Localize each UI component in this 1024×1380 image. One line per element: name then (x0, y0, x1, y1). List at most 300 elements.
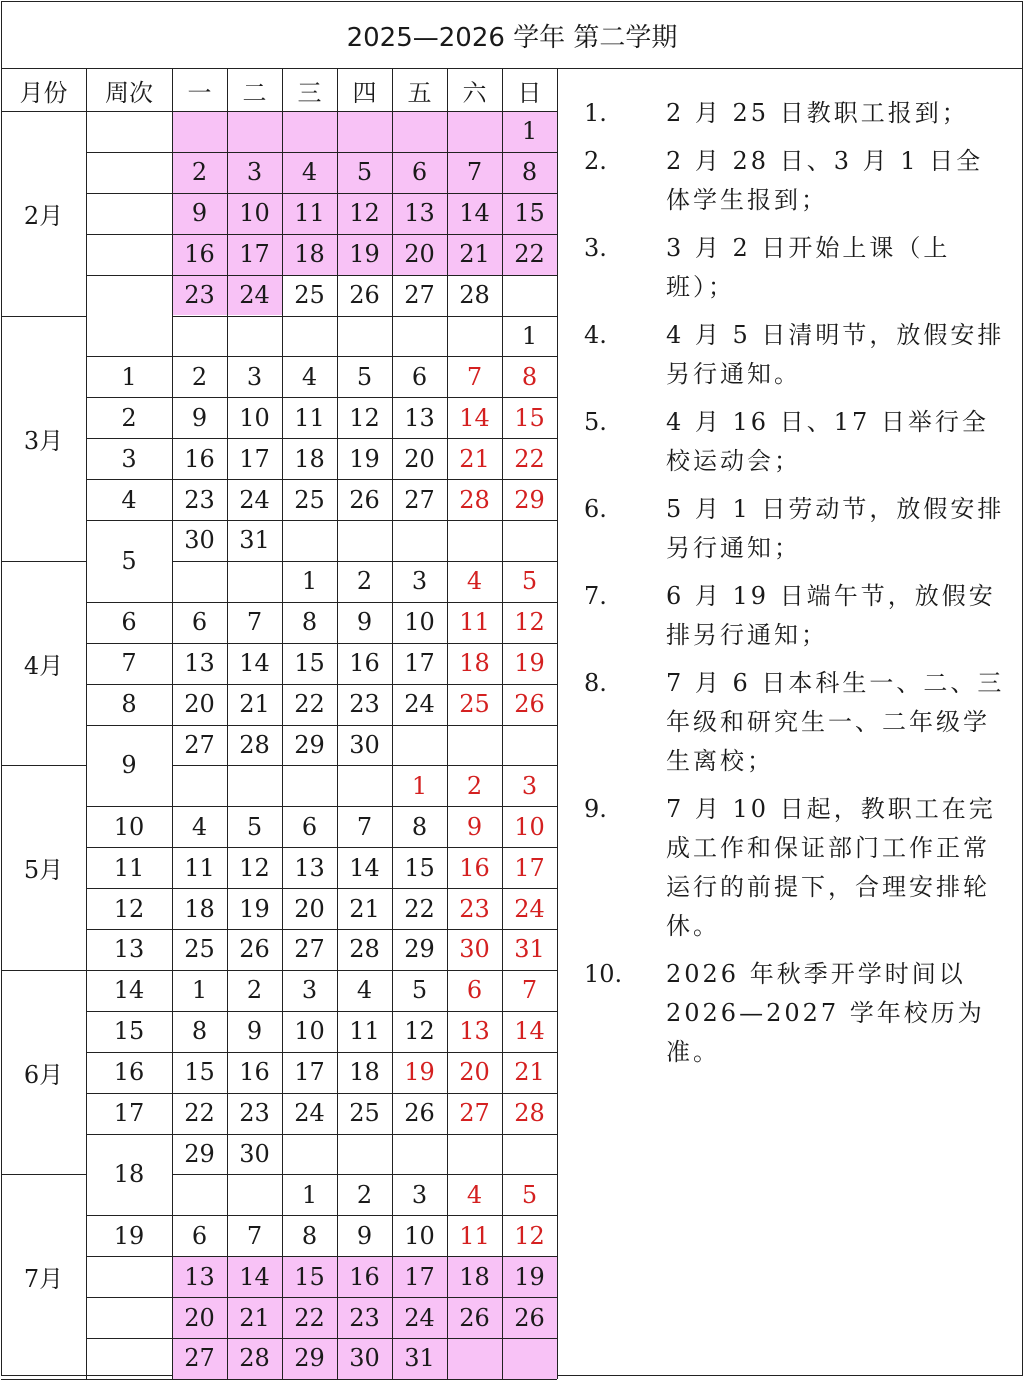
day-cell: 26 (349, 485, 380, 514)
day-cell: 2 (356, 567, 373, 596)
note-text: 4 月 5 日清明节，放假安排另行通知。 (666, 321, 1005, 388)
row-divider (172, 275, 557, 276)
day-cell (172, 316, 227, 357)
day-cell: 16 (239, 1058, 270, 1087)
day-cell: 4 (301, 362, 318, 391)
day-cell (502, 1338, 557, 1379)
day-cell: 1 (411, 771, 428, 800)
row-divider (172, 1174, 557, 1175)
note-text: 2 月 25 日教职工报到； (666, 99, 969, 127)
row-divider (172, 152, 557, 153)
day-cell: 1 (301, 1180, 318, 1209)
day-cell (227, 316, 282, 357)
day-cell: 2 (356, 1180, 373, 1209)
day-cell: 13 (172, 1256, 227, 1297)
day-cell: 10 (404, 608, 435, 637)
note-item (556, 94, 1006, 133)
day-cell: 12 (514, 608, 545, 637)
note-number: 2. (584, 147, 607, 175)
day-cell: 23 (349, 690, 380, 719)
day-cell: 9 (356, 1221, 373, 1250)
row-divider (172, 193, 557, 194)
day-cell: 15 (294, 649, 325, 678)
day-cell: 12 (337, 193, 392, 234)
day-cell: 16 (172, 234, 227, 275)
day-cell: 21 (349, 894, 380, 923)
day-cell: 4 (466, 1180, 483, 1209)
day-cell: 6 (301, 812, 318, 841)
day-cell: 17 (392, 1256, 447, 1297)
row-divider (172, 643, 557, 644)
day-cell (447, 725, 502, 766)
note-text: 5 月 1 日劳动节，放假安排另行通知； (666, 495, 1005, 562)
note-item (556, 403, 1006, 481)
day-cell: 25 (294, 281, 325, 310)
day-cell: 10 (294, 1017, 325, 1046)
day-cell: 5 (411, 976, 428, 1005)
row-divider (172, 356, 557, 357)
note-number: 5. (584, 408, 607, 436)
day-cell: 24 (514, 894, 545, 923)
col-divider (502, 69, 503, 1379)
day-cell: 12 (404, 1017, 435, 1046)
note-number: 6. (584, 495, 607, 523)
note-number: 9. (584, 795, 607, 823)
day-cell: 25 (184, 935, 215, 964)
week-number (86, 1297, 172, 1338)
day-cell: 4 (191, 812, 208, 841)
day-cell: 6 (466, 976, 483, 1005)
day-cell: 6 (191, 608, 208, 637)
day-cell: 1 (521, 321, 538, 350)
week-number: 10 (113, 812, 145, 841)
day-cell: 15 (514, 403, 545, 432)
day-cell: 29 (282, 1338, 337, 1379)
day-cell: 30 (239, 1139, 270, 1168)
day-cell: 25 (294, 485, 325, 514)
day-cell: 8 (191, 1017, 208, 1046)
row-divider (172, 234, 557, 235)
day-cell (337, 1134, 392, 1175)
day-cell (337, 111, 392, 152)
row-divider (172, 561, 557, 562)
header-bottom (1, 111, 557, 112)
row-divider (172, 806, 557, 807)
day-cell: 7 (466, 362, 483, 391)
week-number: 15 (113, 1017, 145, 1046)
row-divider (172, 847, 557, 848)
row-divider (172, 316, 557, 317)
day-cell (502, 520, 557, 561)
row-divider (172, 1011, 557, 1012)
day-cell: 27 (404, 281, 435, 310)
day-cell (337, 316, 392, 357)
day-cell: 24 (227, 275, 282, 316)
day-cell: 31 (514, 935, 545, 964)
day-cell: 22 (502, 234, 557, 275)
note-text: 7 月 10 日起，教职工在完成工作和保证部门工作正常运行的前提下，合理安排轮休。 (666, 795, 996, 940)
day-cell: 19 (404, 1058, 435, 1087)
note-item (556, 316, 1006, 394)
day-cell: 11 (282, 193, 337, 234)
row-divider (172, 888, 557, 889)
day-cell: 16 (349, 649, 380, 678)
day-cell: 21 (239, 690, 270, 719)
row-divider (172, 1134, 557, 1135)
day-cell: 21 (227, 1297, 282, 1338)
day-cell: 17 (404, 649, 435, 678)
day-cell: 31 (392, 1338, 447, 1379)
week-number (86, 193, 172, 234)
day-cell: 6 (392, 152, 447, 193)
day-cell: 18 (459, 649, 490, 678)
day-cell: 22 (514, 444, 545, 473)
day-cell (392, 1134, 447, 1175)
day-cell: 20 (172, 1297, 227, 1338)
day-cell (172, 765, 227, 806)
day-cell: 21 (459, 444, 490, 473)
day-cell: 8 (301, 608, 318, 637)
note-item (556, 790, 1006, 946)
day-cell: 13 (459, 1017, 490, 1046)
day-cell: 7 (246, 608, 263, 637)
day-cell: 14 (447, 193, 502, 234)
day-cell: 3 (301, 976, 318, 1005)
day-cell: 27 (459, 1099, 490, 1128)
week-number: 1 (121, 362, 137, 391)
day-cell (447, 1338, 502, 1379)
month-label: 5月 (23, 856, 64, 885)
day-cell (447, 1134, 502, 1175)
day-cell: 2 (466, 771, 483, 800)
day-cell: 25 (459, 690, 490, 719)
week-number: 8 (121, 690, 137, 719)
row-divider (172, 438, 557, 439)
day-cell: 12 (349, 403, 380, 432)
week-number: 16 (113, 1058, 145, 1087)
day-cell: 28 (349, 935, 380, 964)
day-cell: 27 (294, 935, 325, 964)
day-cell (447, 316, 502, 357)
day-cell: 15 (502, 193, 557, 234)
day-cell (392, 111, 447, 152)
day-cell: 9 (172, 193, 227, 234)
day-cell (337, 765, 392, 806)
day-cell: 19 (502, 1256, 557, 1297)
day-cell: 6 (411, 362, 428, 391)
day-cell: 4 (356, 976, 373, 1005)
day-cell: 14 (349, 853, 380, 882)
week-number: 13 (113, 935, 145, 964)
col-divider (86, 69, 87, 1379)
day-cell: 8 (301, 1221, 318, 1250)
day-cell: 5 (356, 362, 373, 391)
week-number: 14 (113, 976, 145, 1005)
row-divider (172, 1297, 557, 1298)
day-cell: 13 (404, 403, 435, 432)
note-number: 10. (584, 960, 623, 988)
row-divider (172, 1093, 557, 1094)
row-divider (172, 1338, 557, 1339)
week-number (86, 111, 172, 152)
week-number (86, 1256, 172, 1297)
week-number (86, 234, 172, 275)
day-cell: 3 (246, 362, 263, 391)
day-cell (447, 111, 502, 152)
day-cell: 21 (447, 234, 502, 275)
day-cell: 20 (392, 234, 447, 275)
note-text: 2026 年秋季开学时间以 2026—2027 学年校历为准。 (666, 960, 985, 1066)
day-cell (282, 111, 337, 152)
day-cell: 26 (349, 281, 380, 310)
header-day-6: 六 (462, 78, 487, 107)
day-cell: 5 (521, 1180, 538, 1209)
day-cell: 15 (404, 853, 435, 882)
row-divider (172, 684, 557, 685)
day-cell: 11 (184, 853, 215, 882)
month-label: 4月 (23, 651, 64, 680)
day-cell: 3 (411, 567, 428, 596)
day-cell: 19 (239, 894, 270, 923)
month-label: 7月 (23, 1265, 64, 1294)
day-cell (282, 520, 337, 561)
day-cell: 20 (404, 444, 435, 473)
day-cell: 20 (184, 690, 215, 719)
note-number: 7. (584, 582, 607, 610)
day-cell: 11 (294, 403, 325, 432)
day-cell: 13 (392, 193, 447, 234)
day-cell: 18 (184, 894, 215, 923)
row-divider (172, 479, 557, 480)
month-label: 3月 (23, 426, 64, 455)
day-cell: 27 (184, 730, 215, 759)
day-cell: 27 (404, 485, 435, 514)
week-number: 17 (113, 1099, 145, 1128)
day-cell: 10 (514, 812, 545, 841)
day-cell: 26 (447, 1297, 502, 1338)
day-cell: 23 (184, 485, 215, 514)
day-cell: 19 (337, 234, 392, 275)
day-cell: 1 (191, 976, 208, 1005)
col-divider (282, 69, 283, 1379)
day-cell (282, 316, 337, 357)
day-cell: 7 (447, 152, 502, 193)
note-item (556, 955, 1006, 1072)
month-label: 2月 (23, 201, 64, 230)
header-day-7: 日 (517, 78, 542, 107)
header-month: 月份 (19, 78, 68, 107)
note-number: 1. (584, 99, 607, 127)
day-cell: 3 (521, 771, 538, 800)
day-cell: 28 (514, 1099, 545, 1128)
row-divider (172, 602, 557, 603)
day-cell: 15 (184, 1058, 215, 1087)
day-cell (502, 275, 557, 316)
note-text: 6 月 19 日端午节，放假安排另行通知； (666, 582, 996, 649)
day-cell: 28 (227, 1338, 282, 1379)
day-cell: 18 (447, 1256, 502, 1297)
week-number: 11 (113, 853, 145, 882)
day-cell: 7 (246, 1221, 263, 1250)
row-divider (172, 1256, 557, 1257)
day-cell: 7 (356, 812, 373, 841)
note-item (556, 142, 1006, 220)
day-cell (282, 1134, 337, 1175)
day-cell: 3 (227, 152, 282, 193)
note-item (556, 229, 1006, 307)
week-number: 7 (121, 649, 137, 678)
day-cell: 12 (239, 853, 270, 882)
note-number: 3. (584, 234, 607, 262)
day-cell: 22 (404, 894, 435, 923)
day-cell: 25 (349, 1099, 380, 1128)
day-cell: 10 (404, 1221, 435, 1250)
note-text: 2 月 28 日、3 月 1 日全体学生报到； (666, 147, 984, 214)
row-divider (172, 970, 557, 971)
header-day-1: 一 (187, 78, 212, 107)
day-cell: 18 (294, 444, 325, 473)
week-number: 18 (113, 1160, 145, 1189)
day-cell: 16 (184, 444, 215, 473)
day-cell: 8 (521, 362, 538, 391)
day-cell: 21 (514, 1058, 545, 1087)
row-divider (172, 725, 557, 726)
day-cell (172, 1174, 227, 1215)
day-cell (282, 765, 337, 806)
day-cell: 11 (459, 1221, 490, 1250)
day-cell: 24 (392, 1297, 447, 1338)
day-cell: 12 (514, 1221, 545, 1250)
day-cell: 29 (294, 730, 325, 759)
day-cell (227, 765, 282, 806)
col-divider (337, 69, 338, 1379)
day-cell: 5 (521, 567, 538, 596)
day-cell: 14 (239, 649, 270, 678)
note-text: 4 月 16 日、17 日举行全校运动会； (666, 408, 989, 475)
day-cell: 8 (411, 812, 428, 841)
day-cell: 17 (294, 1058, 325, 1087)
day-cell: 9 (466, 812, 483, 841)
day-cell: 20 (294, 894, 325, 923)
day-cell: 2 (246, 976, 263, 1005)
week-number: 9 (121, 751, 137, 780)
day-cell: 22 (184, 1099, 215, 1128)
day-cell: 23 (459, 894, 490, 923)
day-cell: 10 (227, 193, 282, 234)
day-cell: 1 (502, 111, 557, 152)
week-number: 4 (121, 485, 137, 514)
day-cell (392, 725, 447, 766)
day-cell: 24 (294, 1099, 325, 1128)
header-day-2: 二 (242, 78, 267, 107)
day-cell: 29 (184, 1139, 215, 1168)
day-cell: 26 (404, 1099, 435, 1128)
day-cell: 26 (239, 935, 270, 964)
week-number (86, 152, 172, 193)
day-cell (392, 520, 447, 561)
day-cell (172, 111, 227, 152)
day-cell: 8 (502, 152, 557, 193)
header-day-4: 四 (352, 78, 377, 107)
day-cell: 31 (239, 526, 270, 555)
day-cell (172, 561, 227, 602)
day-cell (447, 520, 502, 561)
day-cell: 5 (337, 152, 392, 193)
day-cell: 30 (337, 1338, 392, 1379)
col-divider (227, 69, 228, 1379)
row-divider (172, 765, 557, 766)
day-cell: 26 (514, 690, 545, 719)
day-cell: 4 (466, 567, 483, 596)
day-cell: 14 (459, 403, 490, 432)
day-cell: 29 (404, 935, 435, 964)
day-cell: 15 (282, 1256, 337, 1297)
day-cell: 17 (239, 444, 270, 473)
day-cell: 18 (282, 234, 337, 275)
day-cell (392, 316, 447, 357)
day-cell (227, 1174, 282, 1215)
day-cell: 22 (294, 690, 325, 719)
day-cell: 30 (459, 935, 490, 964)
day-cell: 9 (356, 608, 373, 637)
month-label: 6月 (23, 1060, 64, 1089)
row-divider (172, 397, 557, 398)
header-day-5: 五 (407, 78, 432, 107)
day-cell: 27 (172, 1338, 227, 1379)
day-cell: 24 (404, 690, 435, 719)
day-cell: 3 (411, 1180, 428, 1209)
week-number (86, 275, 172, 357)
day-cell: 23 (239, 1099, 270, 1128)
day-cell: 11 (349, 1017, 380, 1046)
row-divider (172, 929, 557, 930)
day-cell: 1 (301, 567, 318, 596)
week-number: 3 (121, 444, 137, 473)
day-cell: 23 (172, 275, 227, 316)
note-item (556, 664, 1006, 781)
day-cell: 6 (191, 1221, 208, 1250)
week-number: 5 (121, 546, 137, 575)
day-cell: 14 (514, 1017, 545, 1046)
day-cell: 16 (459, 853, 490, 882)
day-cell: 17 (227, 234, 282, 275)
day-cell: 19 (349, 444, 380, 473)
day-cell: 18 (349, 1058, 380, 1087)
week-number: 12 (113, 894, 145, 923)
day-cell: 7 (521, 976, 538, 1005)
day-cell: 17 (514, 853, 545, 882)
week-number: 19 (113, 1221, 145, 1250)
day-cell: 28 (459, 281, 490, 310)
note-text: 3 月 2 日开始上课（上班）； (666, 234, 951, 301)
col-divider (447, 69, 448, 1379)
day-cell: 11 (459, 608, 490, 637)
day-cell: 2 (191, 362, 208, 391)
row-divider (172, 1052, 557, 1053)
row-divider (172, 520, 557, 521)
day-cell: 19 (514, 649, 545, 678)
day-cell: 30 (184, 526, 215, 555)
day-cell: 14 (227, 1256, 282, 1297)
notes-panel (556, 94, 1006, 1081)
week-number (86, 1338, 172, 1379)
day-cell: 13 (184, 649, 215, 678)
day-cell: 5 (246, 812, 263, 841)
day-cell (502, 725, 557, 766)
note-number: 8. (584, 669, 607, 697)
day-cell: 9 (246, 1017, 263, 1046)
day-cell: 22 (282, 1297, 337, 1338)
